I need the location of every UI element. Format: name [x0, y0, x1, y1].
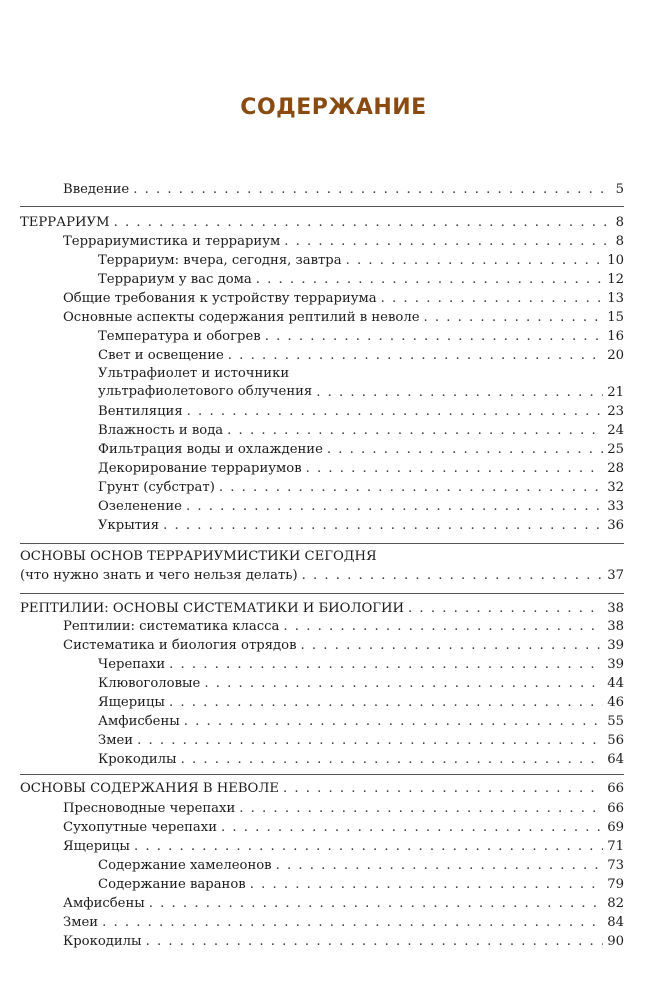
toc-page-number: 28 — [607, 461, 624, 476]
toc-page-number: 84 — [607, 915, 624, 930]
toc-entry-label: Основные аспекты содержания рептилий в неволе — [63, 310, 424, 326]
toc-page-number: 64 — [607, 752, 624, 767]
dot-leader — [227, 423, 603, 439]
toc-entry-label: Крокодилы — [98, 752, 181, 768]
dot-leader — [186, 499, 603, 515]
toc-page-number: 39 — [607, 657, 624, 672]
toc-entry-label: Ящерицы — [98, 695, 169, 711]
toc-entry[interactable] — [98, 270, 624, 288]
dot-leader — [169, 695, 603, 711]
toc-entry-label: Клювоголовые — [98, 676, 204, 692]
toc-entry-intro[interactable] — [63, 180, 624, 198]
toc-entry[interactable] — [98, 516, 624, 534]
toc-page-number: 79 — [607, 877, 624, 892]
toc-page-number: 33 — [607, 499, 624, 514]
toc-entry-label: Содержание хамелеонов — [98, 858, 276, 874]
toc-entry-section[interactable] — [20, 599, 624, 617]
toc-page-number: 23 — [607, 404, 624, 419]
toc-page-number: 38 — [607, 601, 624, 616]
toc-page-number: 56 — [607, 733, 624, 748]
toc-entry-section[interactable] — [20, 779, 624, 797]
toc-entry[interactable] — [98, 421, 624, 439]
toc-entry[interactable] — [63, 837, 624, 855]
toc-entry-section[interactable]: ОСНОВЫ ОСНОВ ТЕРРАРИУМИСТИКИ СЕГОДНЯ — [20, 549, 377, 564]
toc-entry[interactable] — [63, 232, 624, 250]
toc-entry-label: ТЕРРАРИУМ — [20, 215, 114, 231]
toc-entry-label: Вентиляция — [98, 404, 187, 420]
dot-leader — [228, 348, 603, 364]
toc-page-number: 90 — [607, 934, 624, 949]
dot-leader — [424, 310, 604, 326]
toc-entry[interactable] — [63, 894, 624, 912]
toc-page-number: 8 — [615, 234, 624, 249]
page-title: СОДЕРЖАНИЕ — [240, 95, 427, 120]
toc-page-number: 44 — [607, 676, 624, 691]
dot-leader — [302, 568, 604, 584]
dot-leader — [181, 752, 604, 768]
toc-entry[interactable] — [98, 750, 624, 768]
toc-page-number: 55 — [607, 714, 624, 729]
dot-leader — [283, 781, 603, 797]
dot-leader — [381, 291, 604, 307]
toc-page-number: 8 — [615, 215, 624, 230]
toc-entry[interactable] — [63, 932, 624, 950]
toc-entry-label: Озеленение — [98, 499, 186, 515]
dot-leader — [163, 518, 603, 534]
toc-entry[interactable] — [98, 712, 624, 730]
toc-page-number: 25 — [607, 442, 624, 457]
toc-page-number: 69 — [607, 820, 624, 835]
toc-entry[interactable] — [98, 365, 624, 401]
toc-entry-label: Черепахи — [98, 657, 169, 673]
toc-page-number: 71 — [607, 839, 624, 854]
section-divider — [20, 774, 624, 775]
dot-leader — [184, 714, 603, 730]
toc-page-number: 21 — [607, 385, 624, 400]
toc-entry-label: Террариумистика и террариум — [63, 234, 284, 250]
dot-leader — [265, 329, 604, 345]
toc-entry[interactable] — [98, 346, 624, 364]
toc-entry[interactable] — [63, 799, 624, 817]
toc-page-number: 39 — [607, 638, 624, 653]
dot-leader — [239, 801, 603, 817]
toc-page-number: 32 — [607, 480, 624, 495]
toc-entry-label: Ультрафиолет и источники ультрафиолетового облучения — [98, 366, 313, 399]
toc-entry-label: Террариум у вас дома — [98, 272, 256, 288]
toc-entry[interactable] — [98, 693, 624, 711]
dot-leader — [187, 404, 604, 420]
toc-entry[interactable] — [98, 674, 624, 692]
toc-entry[interactable] — [98, 856, 624, 874]
toc-entry-label: Крокодилы — [63, 934, 146, 950]
toc-entry-label: Свет и освещение — [98, 348, 228, 364]
toc-entry[interactable] — [98, 875, 624, 893]
toc-entry[interactable] — [98, 478, 624, 496]
dot-leader — [146, 934, 604, 950]
dot-leader — [284, 234, 611, 250]
dot-leader — [256, 272, 603, 288]
toc-entry-label: Температура и обогрев — [98, 329, 265, 345]
dot-leader — [221, 820, 603, 836]
dot-leader — [114, 215, 612, 231]
dot-leader — [283, 619, 603, 635]
toc-entry-label: Змеи — [98, 733, 137, 749]
toc-entry[interactable] — [63, 617, 624, 635]
toc-entry-section[interactable] — [20, 566, 624, 584]
toc-entry[interactable] — [98, 440, 624, 458]
section-divider — [20, 543, 624, 544]
toc-entry-label: Грунт (субстрат) — [98, 480, 219, 496]
toc-page-number: 73 — [607, 858, 624, 873]
dot-leader — [134, 839, 603, 855]
toc-page-number: 66 — [607, 801, 624, 816]
toc-page-number: 36 — [607, 518, 624, 533]
toc-entry-label: Пресноводные черепахи — [63, 801, 239, 817]
toc-entry[interactable] — [63, 636, 624, 654]
dot-leader — [346, 253, 604, 269]
toc-entry-label: Общие требования к устройству террариума — [63, 291, 381, 307]
toc-entry[interactable] — [98, 251, 624, 269]
toc-page-number: 24 — [607, 423, 624, 438]
toc-entry-label: Декорирование террариумов — [98, 461, 306, 477]
dot-leader — [219, 480, 603, 496]
toc-page-number: 16 — [607, 329, 624, 344]
dot-leader — [133, 182, 611, 198]
toc-entry-label: Введение — [63, 182, 133, 198]
toc-entry[interactable] — [98, 655, 624, 673]
toc-entry[interactable] — [98, 402, 624, 420]
toc-entry-section[interactable] — [20, 213, 624, 231]
toc-entry[interactable] — [98, 459, 624, 477]
toc-page-number: 46 — [607, 695, 624, 710]
toc-entry[interactable] — [63, 308, 624, 326]
dot-leader — [169, 657, 603, 673]
toc-entry-label: Террариум: вчера, сегодня, завтра — [98, 253, 346, 269]
toc-page-number: 20 — [607, 348, 624, 363]
toc-entry[interactable] — [98, 731, 624, 749]
toc-entry[interactable] — [98, 497, 624, 515]
toc-page-number: 38 — [607, 619, 624, 634]
toc-entry-label: Укрытия — [98, 518, 163, 534]
toc-page-number: 13 — [607, 291, 624, 306]
dot-leader — [301, 638, 604, 654]
toc-entry-label: Рептилии: систематика класса — [63, 619, 283, 635]
toc-page-number: 12 — [607, 272, 624, 287]
dot-leader — [250, 877, 604, 893]
toc-entry[interactable] — [98, 327, 624, 345]
toc-page-number: 10 — [607, 253, 624, 268]
dot-leader — [149, 896, 603, 912]
dot-leader — [137, 733, 603, 749]
toc-page-number: 37 — [607, 568, 624, 583]
toc-entry-label: Амфисбены — [63, 896, 149, 912]
toc-entry-label: Сухопутные черепахи — [63, 820, 221, 836]
toc-page-number: 5 — [615, 182, 624, 197]
dot-leader — [316, 385, 603, 401]
toc-entry-label: (что нужно знать и чего нельзя делать) — [20, 568, 302, 584]
toc-entry-label: Систематика и биология отрядов — [63, 638, 301, 654]
toc-entry[interactable] — [63, 289, 624, 307]
toc-entry-label: Фильтрация воды и охлаждение — [98, 442, 327, 458]
toc-page-number: 82 — [607, 896, 624, 911]
dot-leader — [204, 676, 603, 692]
toc-entry-label: Ящерицы — [63, 839, 134, 855]
section-divider — [20, 206, 624, 207]
toc-entry[interactable] — [63, 818, 624, 836]
dot-leader — [102, 915, 603, 931]
dot-leader — [327, 442, 603, 458]
toc-page-number: 15 — [607, 310, 624, 325]
toc-entry-label: Содержание варанов — [98, 877, 250, 893]
toc-entry[interactable] — [63, 913, 624, 931]
toc-entry-label: Змеи — [63, 915, 102, 931]
toc-entry-label: Влажность и вода — [98, 423, 227, 439]
toc-entry-label: РЕПТИЛИИ: ОСНОВЫ СИСТЕМАТИКИ И БИОЛОГИИ — [20, 601, 408, 617]
dot-leader — [306, 461, 604, 477]
dot-leader — [408, 601, 603, 617]
toc-entry-label: ОСНОВЫ СОДЕРЖАНИЯ В НЕВОЛЕ — [20, 781, 283, 797]
toc-page-number: 66 — [607, 781, 624, 796]
toc-entry-label: Амфисбены — [98, 714, 184, 730]
dot-leader — [276, 858, 604, 874]
section-divider — [20, 593, 624, 594]
